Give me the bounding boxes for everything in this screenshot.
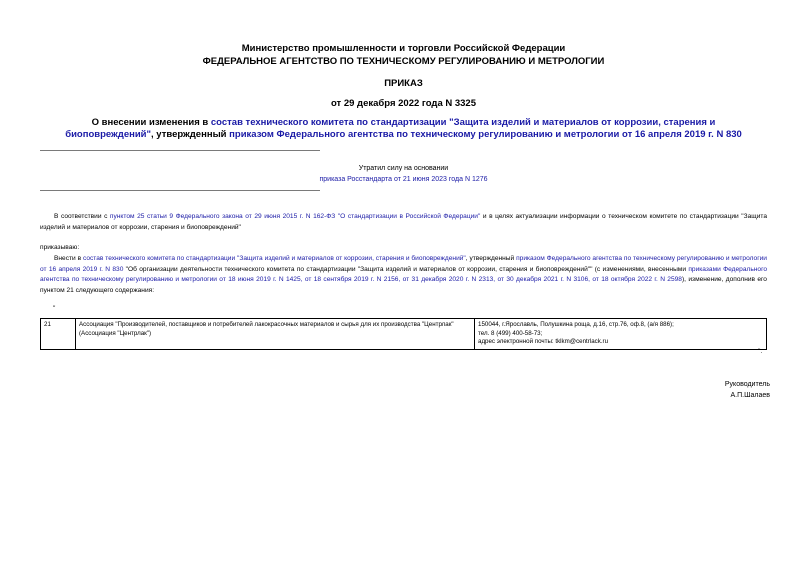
- paragraph-order: Внести в состав технического комитета по стандартизации "Защита изделий и материалов от коррозии, старения и биоповреждений", утвержденный приказом Федерального агентства по техническому регулированию и метрологии от 16 апреля 2019 г. N 830 "Об организации деятельности технического комитета по стандартизации "Защита изделий и материалов от коррозии, старения и биоповреждений"" (с изменениями, внесенными приказами Федерального агентства по техническому регулированию и метрологии от 18 июня 2019 г. N 1425, от 18 сентября 2019 г. N 2156, от 31 декабря 2020 г. N 2313, от 30 декабря 2021 г. N 3106, от 18 октября 2022 г. N 2598), изменение, дополнив его пунктом 21 следующего содержания:: [40, 255, 768, 294]
- title-link-committee[interactable]: состав технического комитета по стандартизации "Защита изделий и материалов от коррозии, старения и биоповреждений": [65, 117, 716, 140]
- document-date-number: от 29 декабря 2022 года N 3325: [330, 98, 476, 109]
- table-row: [41, 319, 767, 350]
- status-note-line: Утратил силу на основании: [358, 165, 449, 172]
- law-link[interactable]: пунктом 25 статьи 9 Федерального закона от 29 июня 2015 г. N 162-ФЗ "О стандартизации в Российской Федерации": [109, 213, 481, 220]
- title-link-order[interactable]: приказом Федерального агентства по техническому регулированию и метрологии от 16 апреля 2019 г. N 830: [229, 129, 742, 140]
- separator-top: [40, 150, 320, 151]
- document-title: [50, 117, 757, 141]
- committee-member-table: [40, 318, 767, 350]
- cell-address: 150044, г.Ярославль, Полушкина роща, д.16, стр.76, оф.8, (а/я 886); тел. 8 (499) 400-58-73; адрес электронной почты: tklkm@centrlack.ru: [475, 319, 767, 350]
- cell-number: 21: [41, 319, 76, 350]
- signature-role: Руководитель: [724, 381, 770, 388]
- status-note-link[interactable]: приказа Росстандарта от 21 июня 2023 года N 1276: [319, 176, 488, 183]
- order-830-link[interactable]: приказом Федерального агентства по техническому регулированию и метрологии от 16 апреля 2019 г. N 830: [40, 255, 767, 273]
- paragraph-basis: В соответствии с пунктом 25 статьи 9 Федерального закона от 29 июня 2015 г. N 162-ФЗ "О стандартизации в Российской Федерации" и в целях актуализации информации о техническом комитете по стандартизации "Защита изделий и материалов от коррозии, старения и биоповреждений": [40, 213, 767, 231]
- agency-name: ФЕДЕРАЛЬНОЕ АГЕНТСТВО ПО ТЕХНИЧЕСКОМУ РЕГУЛИРОВАНИЮ И МЕТРОЛОГИИ: [202, 56, 605, 67]
- title-middle: , утвержденный: [151, 129, 230, 140]
- quote-close: ".: [758, 348, 763, 355]
- title-prefix: О внесении изменения в: [91, 117, 211, 128]
- ministry-name: Министерство промышленности и торговли Российской Федерации: [241, 43, 566, 54]
- order-word: приказываю:: [40, 244, 80, 251]
- document-type: ПРИКАЗ: [384, 78, 423, 89]
- signature-name: А.П.Шалаев: [730, 392, 770, 399]
- quote-open: ": [53, 305, 56, 312]
- cell-organization: Ассоциация "Производителей, поставщиков и потребителей лакокрасочных материалов и сырья для их производства "Центрлак" (Ассоциация "Центрлак"): [76, 319, 475, 350]
- committee-link[interactable]: состав технического комитета по стандартизации "Защита изделий и материалов от коррозии, старения и биоповреждений": [82, 255, 466, 262]
- amendments-link[interactable]: приказами Федерального агентства по техническому регулированию и метрологии от 18 июня 2019 г. N 1425, от 18 сентября 2019 г. N 2156, от 31 декабря 2020 г. N 2313, от 30 декабря 2021 г. N 3106, от 18 октября 2022 г. N 2598: [40, 265, 768, 283]
- separator-bottom: [40, 190, 320, 191]
